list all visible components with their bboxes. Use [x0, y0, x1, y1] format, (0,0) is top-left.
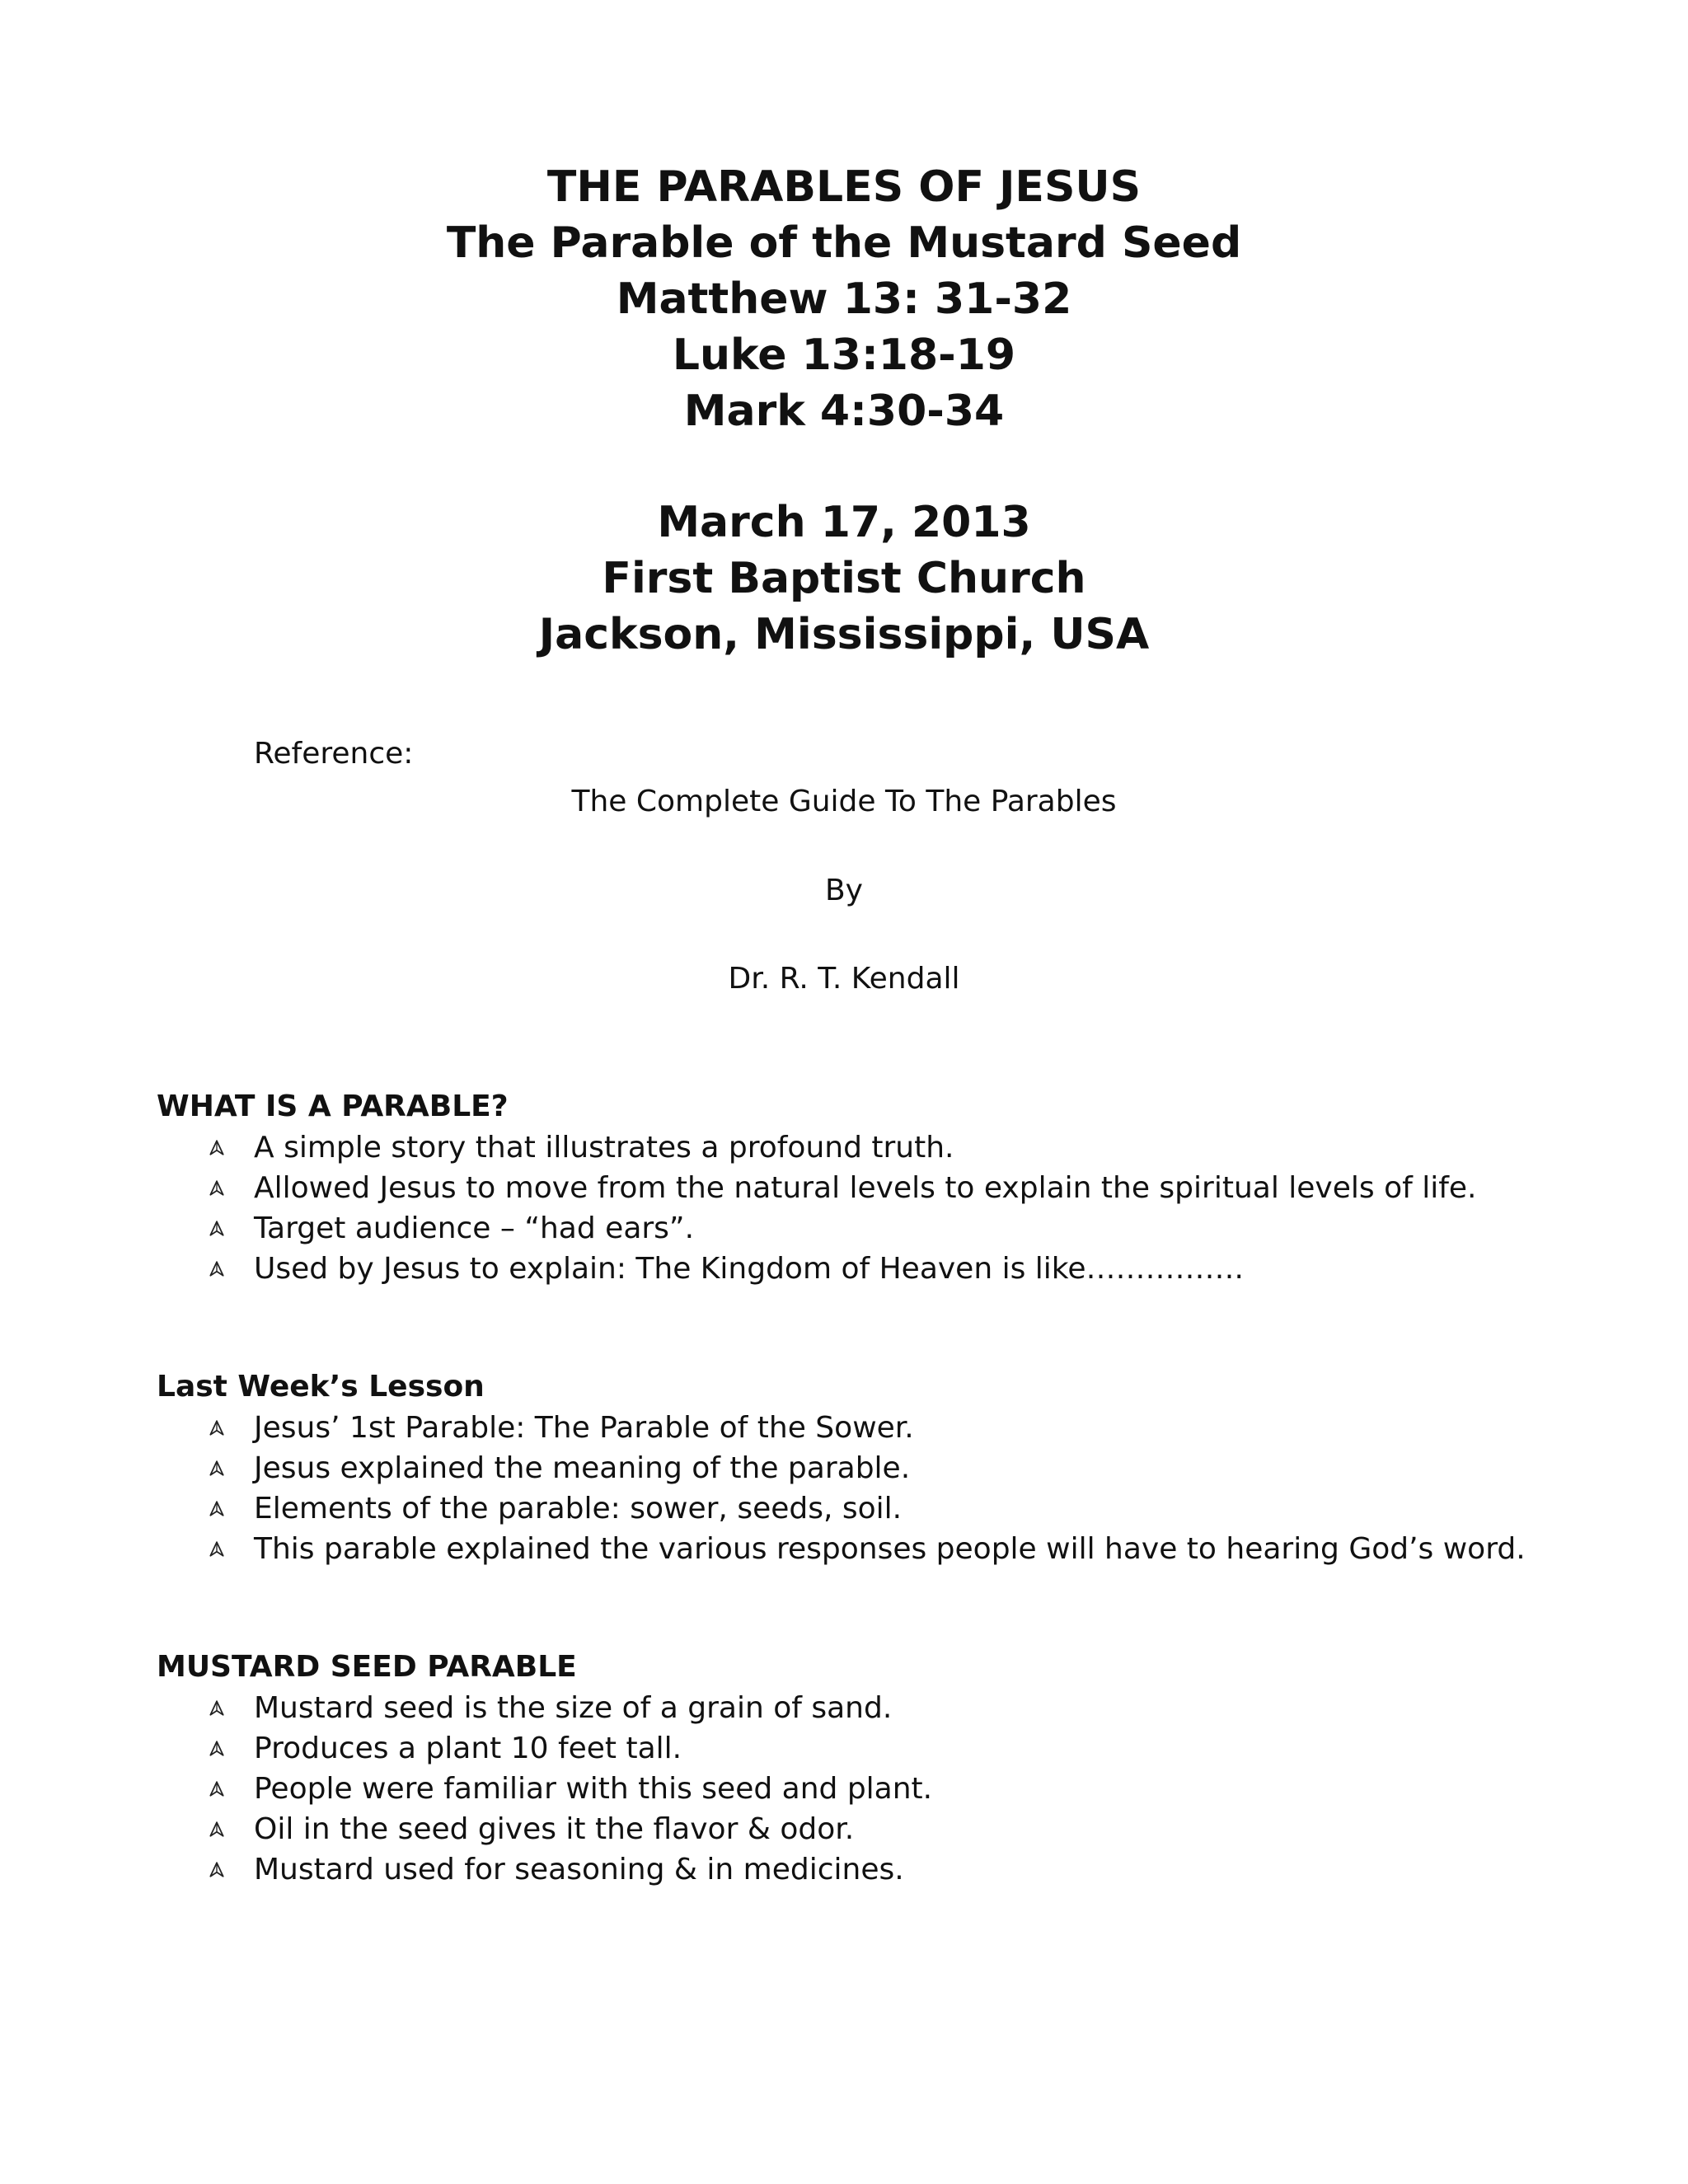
- list-item: [157, 1249, 1550, 1289]
- church-location: Jackson, Mississippi, USA: [538, 610, 1150, 659]
- list-item-text: Jesus’ 1st Parable: The Parable of the Sower.: [254, 1411, 914, 1445]
- arrowhead-bullet-icon: [208, 1220, 226, 1238]
- list-item: [157, 1728, 1550, 1769]
- scripture-mark: Mark 4:30-34: [683, 387, 1005, 436]
- list-item-text: This parable explained the various responses people will have to hearing God’s word.: [254, 1532, 1526, 1566]
- lesson-title: The Parable of the Mustard Seed: [446, 218, 1242, 268]
- list-item: [157, 1529, 1550, 1569]
- arrowhead-bullet-icon: [208, 1179, 226, 1197]
- arrowhead-bullet-icon: [208, 1460, 226, 1478]
- scripture-luke: Luke 13:18-19: [672, 330, 1016, 380]
- section-heading: WHAT IS A PARABLE?: [157, 1090, 509, 1123]
- list-item: [157, 1688, 1550, 1728]
- arrowhead-bullet-icon: [208, 1500, 226, 1518]
- arrowhead-bullet-icon: [208, 1861, 226, 1879]
- list-item-text: Used by Jesus to explain: The Kingdom of Heaven is like…………….: [254, 1252, 1244, 1286]
- list-item: [157, 1408, 1550, 1448]
- arrowhead-bullet-icon: [208, 1419, 226, 1437]
- list-item: [157, 1127, 1550, 1168]
- list-item-text: Mustard seed is the size of a grain of sand.: [254, 1691, 893, 1725]
- arrowhead-bullet-icon: [208, 1821, 226, 1839]
- section-last-weeks-lesson: [157, 1366, 1550, 1569]
- list-item-text: A simple story that illustrates a profound truth.: [254, 1131, 954, 1165]
- list-item: [157, 1448, 1550, 1488]
- section-mustard-seed-parable: [157, 1647, 1550, 1890]
- arrowhead-bullet-icon: [208, 1740, 226, 1758]
- series-title: THE PARABLES OF JESUS: [546, 162, 1142, 212]
- list-item-text: Oil in the seed gives it the flavor & odor.: [254, 1812, 855, 1846]
- list-item-text: Elements of the parable: sower, seeds, soil.: [254, 1492, 903, 1526]
- bullet-list: [157, 1127, 1550, 1289]
- arrowhead-bullet-icon: [208, 1699, 226, 1718]
- list-item-text: Produces a plant 10 feet tall.: [254, 1732, 682, 1765]
- arrowhead-bullet-icon: [208, 1540, 226, 1558]
- event-info-block: [0, 494, 1688, 663]
- list-item: [157, 1208, 1550, 1249]
- arrowhead-bullet-icon: [208, 1260, 226, 1278]
- section-heading: Last Week’s Lesson: [157, 1370, 485, 1404]
- arrowhead-bullet-icon: [208, 1139, 226, 1157]
- section-what-is-a-parable: [157, 1086, 1550, 1289]
- bullet-list: [157, 1688, 1550, 1890]
- list-item-text: People were familiar with this seed and plant.: [254, 1772, 933, 1806]
- scripture-matthew: Matthew 13: 31-32: [616, 274, 1072, 324]
- church-name: First Baptist Church: [602, 554, 1086, 603]
- reference-by: By: [824, 874, 863, 907]
- arrowhead-bullet-icon: [208, 1780, 226, 1798]
- lesson-date: March 17, 2013: [657, 498, 1031, 547]
- title-block: [0, 159, 1688, 439]
- list-item: [157, 1809, 1550, 1849]
- section-heading: MUSTARD SEED PARABLE: [157, 1650, 577, 1684]
- list-item-text: Mustard used for seasoning & in medicines.: [254, 1853, 904, 1886]
- bullet-list: [157, 1408, 1550, 1569]
- list-item-text: Jesus explained the meaning of the parable.: [254, 1451, 911, 1485]
- list-item: [157, 1488, 1550, 1529]
- reference-label: Reference:: [254, 737, 414, 771]
- reference-book-title: The Complete Guide To The Parables: [571, 785, 1117, 818]
- list-item-text: Target audience – “had ears”.: [254, 1212, 695, 1245]
- list-item: [157, 1769, 1550, 1809]
- list-item: [157, 1849, 1550, 1890]
- list-item: [157, 1168, 1550, 1208]
- reference-author: Dr. R. T. Kendall: [728, 962, 960, 996]
- list-item-text: Allowed Jesus to move from the natural levels to explain the spiritual levels of life.: [254, 1171, 1477, 1205]
